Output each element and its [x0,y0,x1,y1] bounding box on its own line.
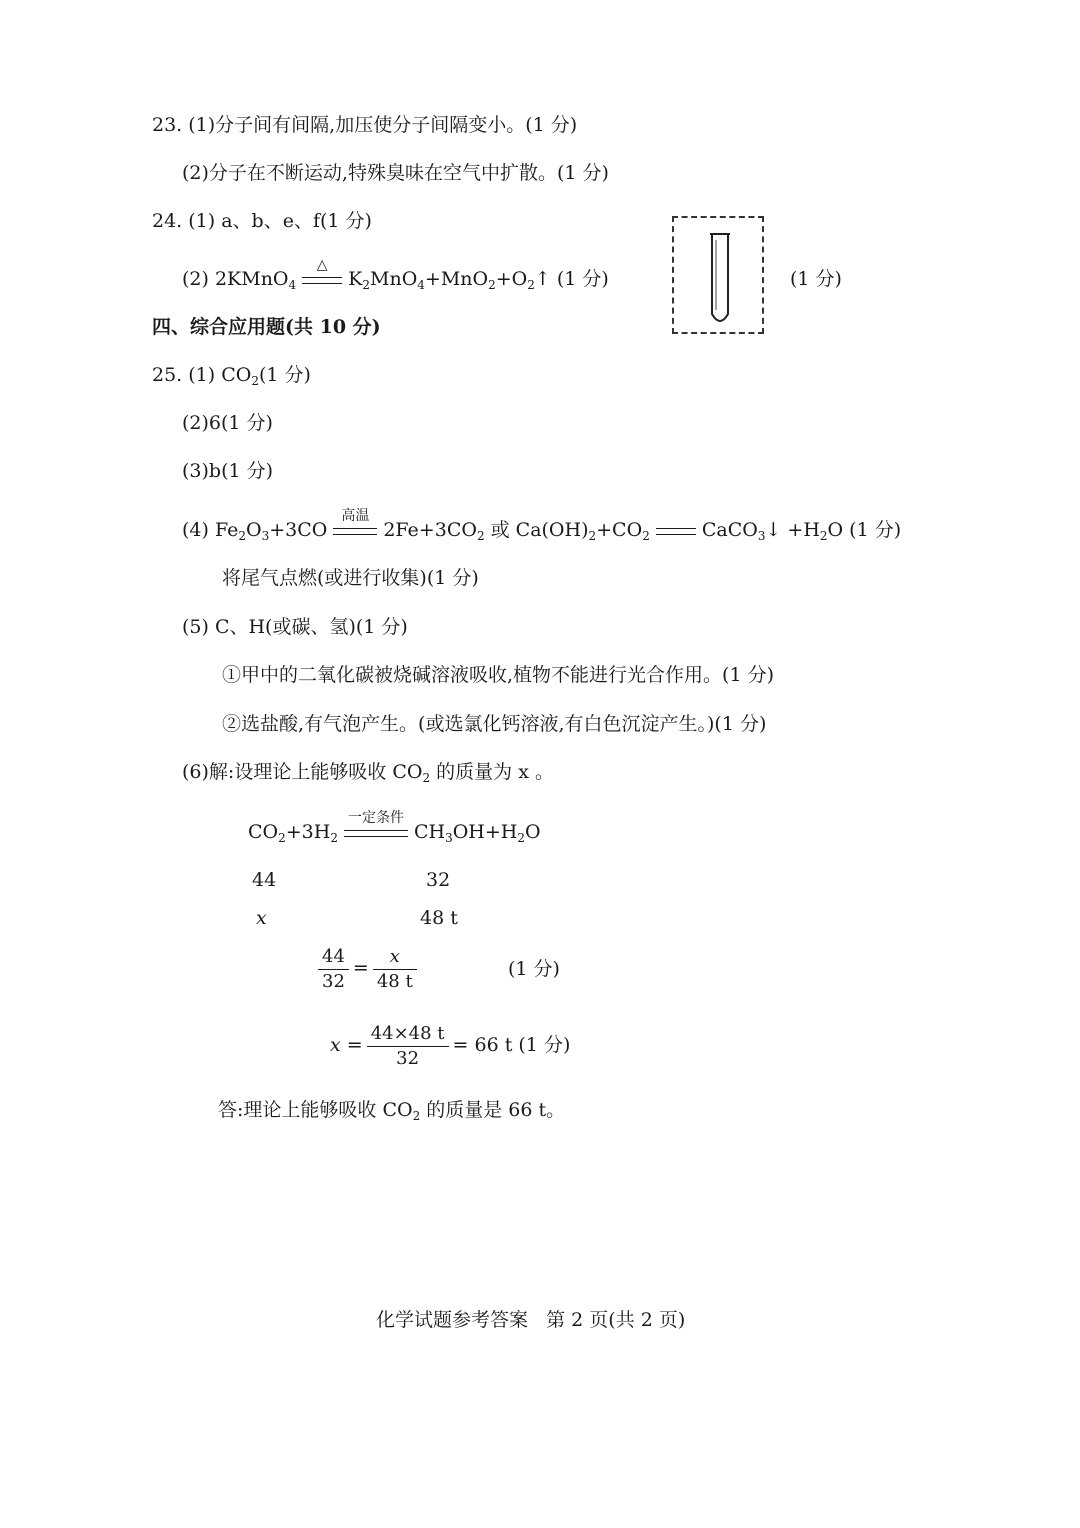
q25-part1: 25. (1) $CO_2(1$ 分) [152,364,311,388]
test-tube-icon [674,218,766,336]
q24-line2-equation: (2) 2KMnO$_4$ △ $K_2MnO_4+MnO_2+O_2↑$ (1 分) [182,256,609,292]
molar-mass-methanol: 32 [426,869,451,891]
solution: x = $\frac{44\times 48 t}{32}$ = 66 t (1 分) [330,1022,571,1069]
q23-line1: 23. (1)分子间有间隔,加压使分子间隔变小。(1 分) [152,114,578,136]
heat-condition-arrow: △ [302,277,342,284]
q25-part6-answer: 答:理论上能够吸收 $CO_2$ 的质量是 66 t。 [218,1099,566,1123]
q24-diagram-score: (1 分) [790,268,842,290]
unknown-x: x [256,907,267,929]
q25-part4-line2: 将尾气点燃(或进行收集)(1 分) [222,567,479,589]
q25-part4-equations: (4) $Fe_2O_3+3CO$ 高温 $2Fe+3CO_2$ 或 $Ca(OH)_2+CO_2$ CaCO$_3$↓ $+H_2O$ (1 分) [182,507,902,543]
q25-part6-intro: (6)解:设理论上能够吸收 $CO_2$ 的质量为 x 。 [182,761,554,785]
given-mass: 48 t [420,907,458,929]
fraction-right: $\frac{x}{48 t}$ [373,945,417,994]
q25-part2: (2)6(1 分) [182,412,273,434]
q25-part5-line1: (5) C、H(或碳、氢)(1 分) [182,616,408,638]
molar-mass-co2: 44 [252,869,277,891]
q25-part5-line2: ①甲中的二氧化碳被烧碱溶液吸收,植物不能进行光合作用。(1 分) [222,664,774,686]
q25-part5-line3: ②选盐酸,有气泡产生。(或选氯化钙溶液,有白色沉淀产生。)(1 分) [222,713,767,735]
equals-arrow [656,528,696,535]
test-tube-diagram [672,216,764,334]
page-footer: 化学试题参考答案 第 2 页(共 2 页) [376,1309,686,1331]
section-4-title: 四、综合应用题(共 10 分) [152,316,381,338]
q23-line2: (2)分子在不断运动,特殊臭味在空气中扩散。(1 分) [182,162,609,184]
proportion: $\frac{44}{32}$ = $\frac{x}{48 t}$ [314,944,421,994]
q24-line1: 24. (1) a、b、e、f(1 分) [152,210,372,232]
q25-part3: (3)b(1 分) [182,460,274,482]
condition-arrow: 一定条件 [344,830,408,837]
solution-fraction: $\frac{44\times 48 t}{32}$ [367,1022,449,1071]
proportion-score: (1 分) [508,958,560,980]
q25-part6-equation: $CO_2+3H_2$ 一定条件 $CH_3OH+H_2O$ [248,809,541,845]
fraction-left: $\frac{44}{32}$ [318,945,349,994]
high-temp-arrow: 高温 [333,528,377,535]
